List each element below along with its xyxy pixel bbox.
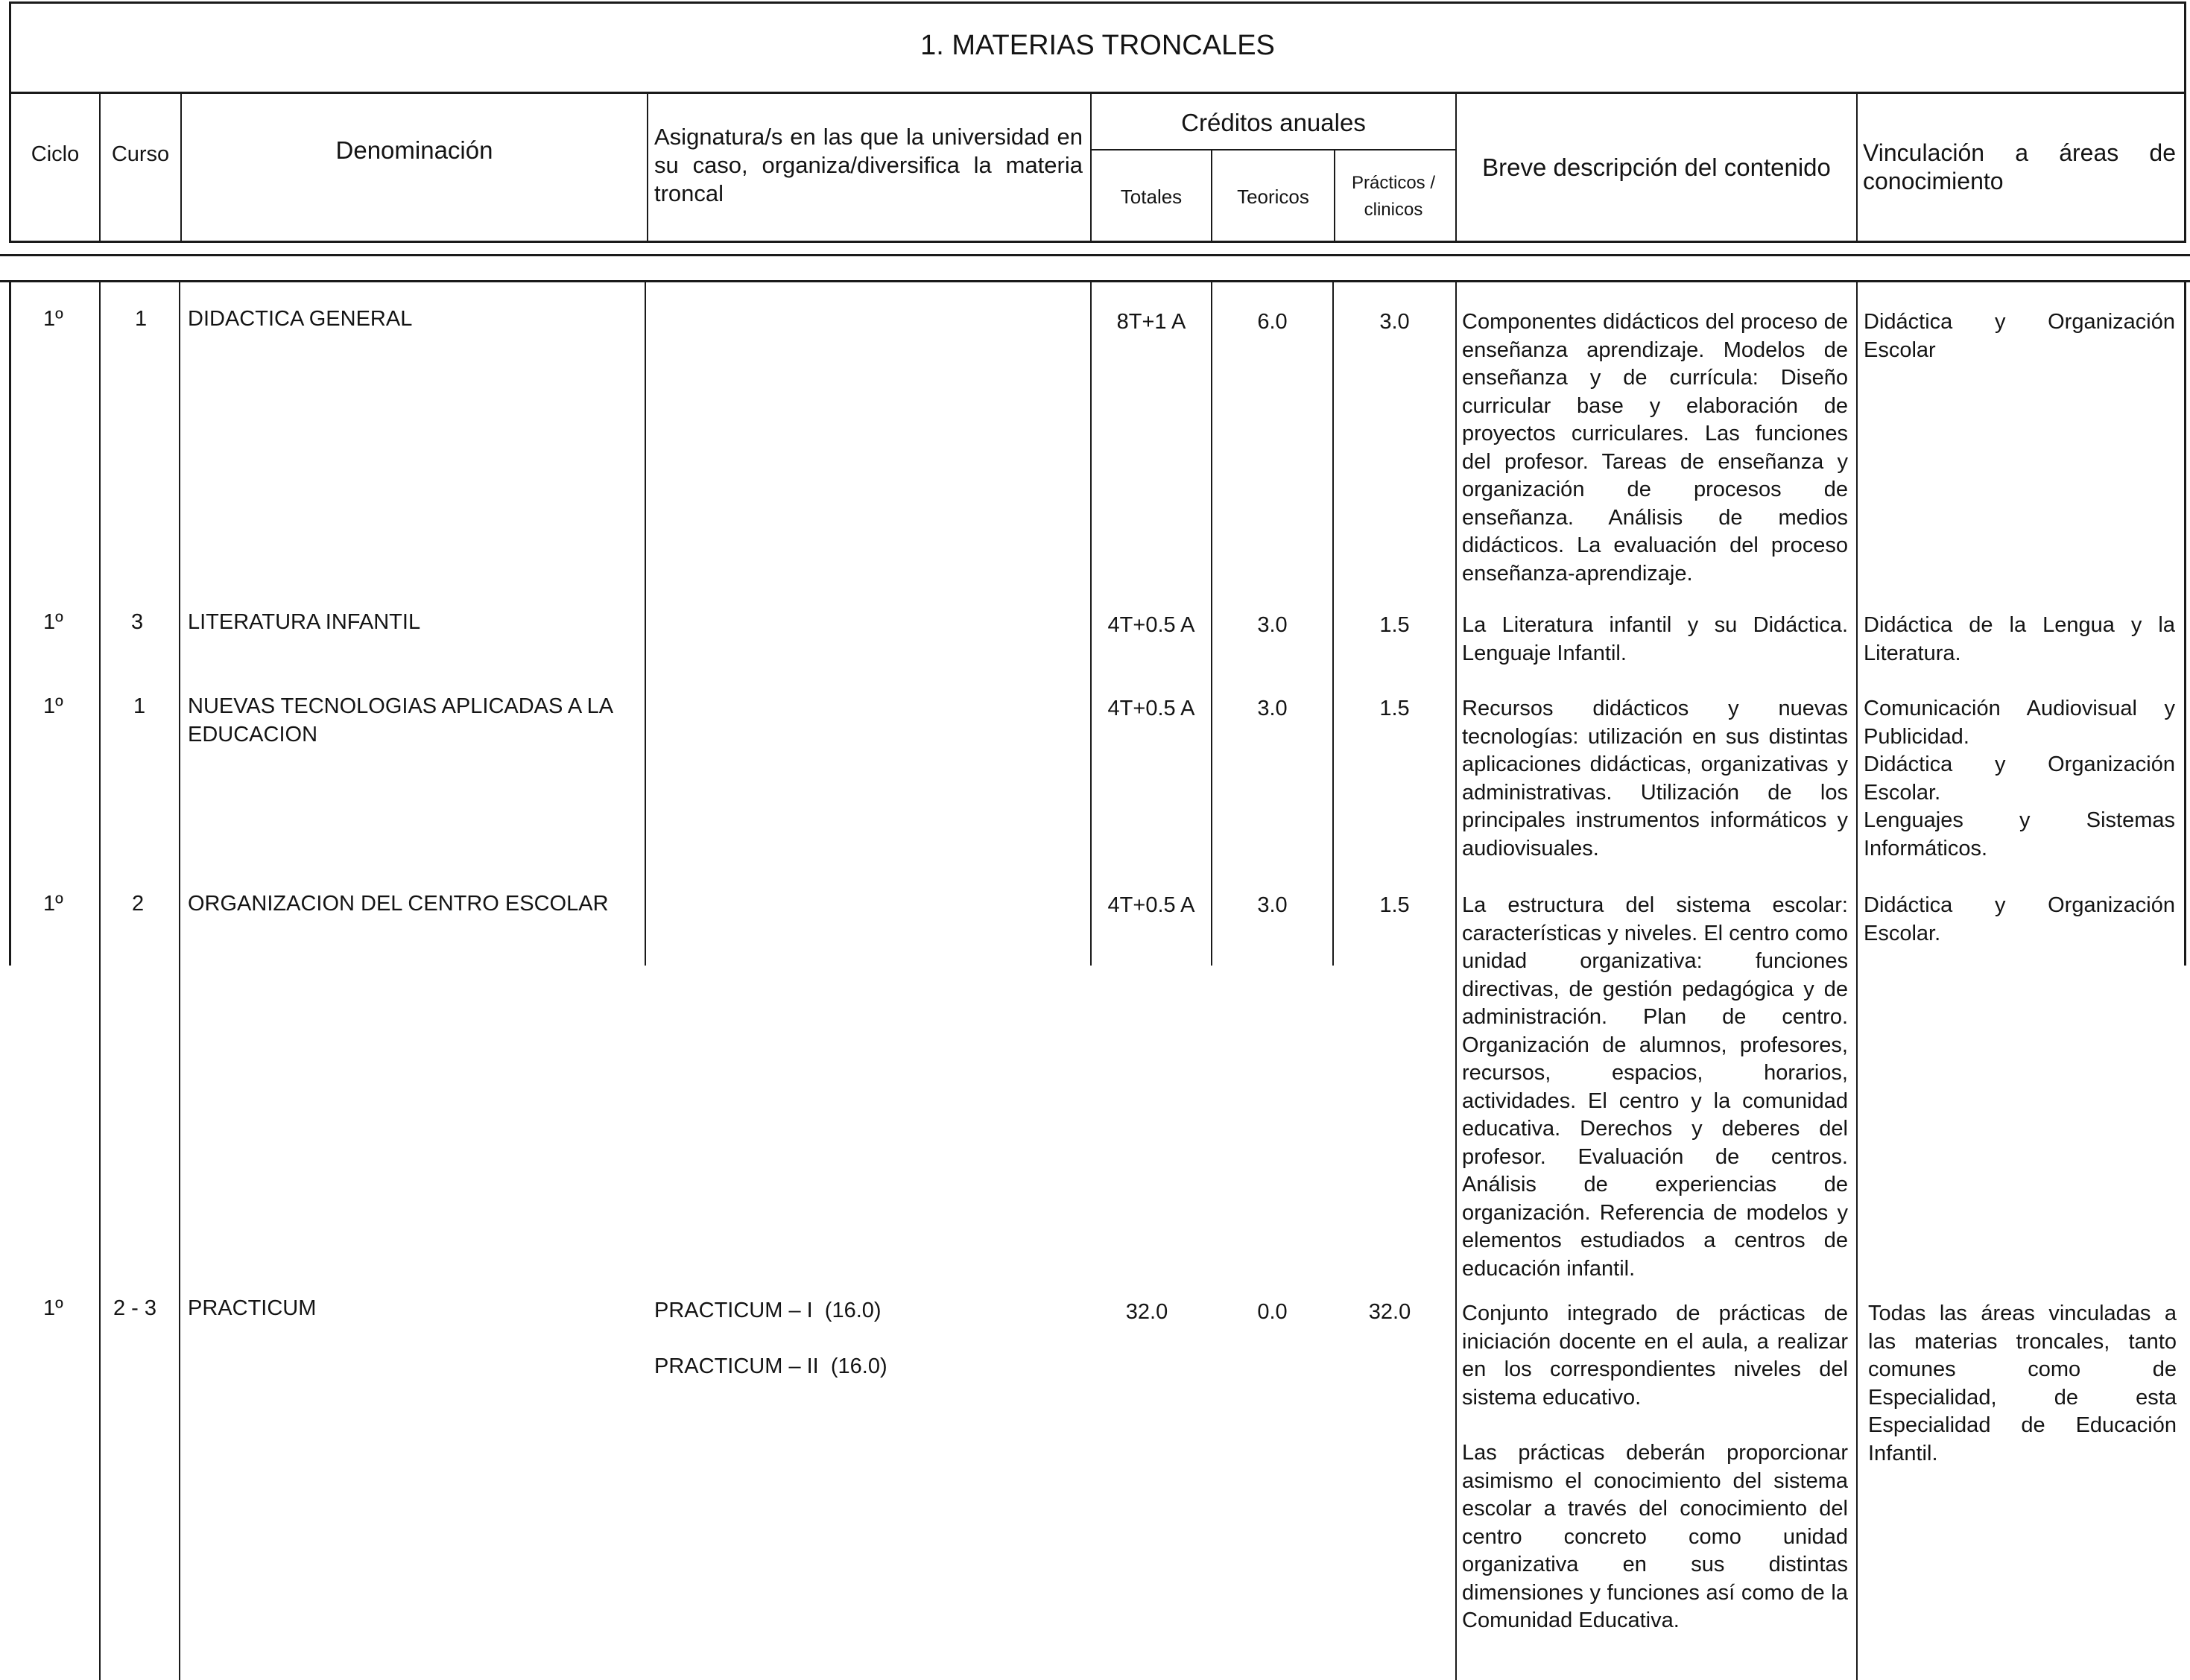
- row-vinculacion-2: Didáctica y Organización Escolar.: [1864, 752, 2175, 805]
- row-curso: 2 - 3: [113, 1296, 157, 1320]
- row-denominacion: LITERATURA INFANTIL: [188, 610, 421, 634]
- row-descripcion: Componentes didácticos del proceso de enseñanza aprendizaje. Modelos de enseñanza y de currícula: Diseño curricular base y elaboración de proyectos curriculares. Las funciones del profesor. Tareas de enseñanza y organización de procesos de enseñanza. Análisis de medios didácticos. La evaluación del proceso enseñanza-aprendizaje.: [1462, 310, 1848, 586]
- row-denominacion: ORGANIZACION DEL CENTRO ESCOLAR: [188, 892, 609, 916]
- row-descripcion-1: Conjunto integrado de prácticas de iniciación docente en el aula, a realizar en los correspondientes niveles del sistema educativo.: [1462, 1302, 1848, 1410]
- row-teoricos: 3.0: [1257, 893, 1288, 917]
- row-ciclo: 1º: [43, 1296, 63, 1320]
- row-asignatura-2: PRACTICUM – II (16.0): [654, 1354, 887, 1378]
- row-vinculacion-1: Comunicación Audiovisual y Publicidad.: [1864, 697, 2175, 749]
- row-asignatura-1: PRACTICUM – I (16.0): [654, 1299, 882, 1322]
- row-denominacion: PRACTICUM: [188, 1296, 317, 1320]
- row-vinculacion: Didáctica y Organización Escolar: [1864, 310, 2175, 362]
- row-vinculacion: Didáctica y Organización Escolar.: [1864, 893, 2175, 945]
- header-creditos: Créditos anuales: [1181, 109, 1366, 136]
- row-teoricos: 6.0: [1257, 310, 1288, 334]
- row-descripcion: La Literatura infantil y su Didáctica. Lenguaje Infantil.: [1462, 613, 1848, 665]
- header-teoricos: Teoricos: [1237, 186, 1309, 208]
- row-practicos: 1.5: [1379, 613, 1410, 637]
- row-descripcion: Recursos didácticos y nuevas tecnologías: utilización en sus distintas aplicaciones didácticas, organizativas y administrativas. Utilización de los principales instrumentos informáticos y audiovisuales.: [1462, 697, 1848, 860]
- row-ciclo: 1º: [43, 892, 63, 916]
- row-denominacion: DIDACTICA GENERAL: [188, 307, 413, 331]
- row-practicos: 32.0: [1368, 1300, 1411, 1324]
- row-totales: 8T+1 A: [1116, 310, 1186, 334]
- row-ciclo: 1º: [43, 610, 63, 634]
- header-descripcion: Breve descripción del contenido: [1482, 153, 1831, 181]
- header-asignatura: Asignatura/s en las que la universidad en su caso, organiza/diversifica la materia troncal: [654, 124, 1083, 206]
- row-descripcion: La estructura del sistema escolar: características y niveles. El centro como unidad organizativa: funciones directivas, de gestión pedagógica y de administración. Plan de centro. Organización de alumnos, profesores, recursos, espacios, horarios, actividades. El centro y la comunidad educativa. Derechos y deberes del profesor. Evaluación de centros. Análisis de experiencias de organización. Referencia de modelos y elementos estudiados a centros de educación infantil.: [1462, 893, 1848, 1281]
- row-practicos: 3.0: [1379, 310, 1410, 334]
- page-title: 1. MATERIAS TRONCALES: [920, 30, 1275, 61]
- header-vinculacion: Vinculación a áreas de conocimiento: [1863, 139, 2176, 194]
- row-descripcion-2: Las prácticas deberán proporcionar asimismo el conocimiento del sistema escolar a través del conocimiento del centro concreto como unidad organizativa en sus distintas dimensiones y funciones así como de la Comunidad Educativa.: [1462, 1441, 1848, 1632]
- row-totales: 4T+0.5 A: [1107, 613, 1195, 637]
- header-totales: Totales: [1120, 186, 1183, 208]
- row-teoricos: 3.0: [1257, 613, 1288, 637]
- row-curso: 2: [132, 892, 145, 916]
- row-totales: 4T+0.5 A: [1107, 893, 1195, 917]
- row-totales: 32.0: [1125, 1300, 1168, 1324]
- row-practicos: 1.5: [1379, 697, 1410, 720]
- row-curso: 1: [133, 694, 146, 718]
- row-ciclo: 1º: [43, 694, 63, 718]
- row-curso: 3: [131, 610, 144, 634]
- header-denominacion: Denominación: [335, 136, 493, 164]
- row-practicos: 1.5: [1379, 893, 1410, 917]
- row-denominacion: NUEVAS TECNOLOGIAS APLICADAS A LA EDUCACION: [188, 694, 613, 747]
- row-teoricos: 3.0: [1257, 697, 1288, 720]
- header-curso: Curso: [111, 142, 170, 166]
- row-ciclo: 1º: [43, 307, 63, 331]
- row-vinculacion: Didáctica de la Lengua y la Literatura.: [1864, 613, 2175, 665]
- row-curso: 1: [135, 307, 148, 331]
- header-practicos: Prácticos / clinicos: [1351, 173, 1436, 220]
- row-vinculacion-3: Lenguajes y Sistemas Informáticos.: [1864, 808, 2175, 860]
- row-totales: 4T+0.5 A: [1107, 697, 1195, 720]
- header-ciclo: Ciclo: [31, 142, 80, 166]
- row-teoricos: 0.0: [1257, 1300, 1288, 1324]
- row-vinculacion: Todas las áreas vinculadas a las materias troncales, tanto comunes como de Especialidad, de esta Especialidad de Educación Infantil.: [1868, 1302, 2177, 1465]
